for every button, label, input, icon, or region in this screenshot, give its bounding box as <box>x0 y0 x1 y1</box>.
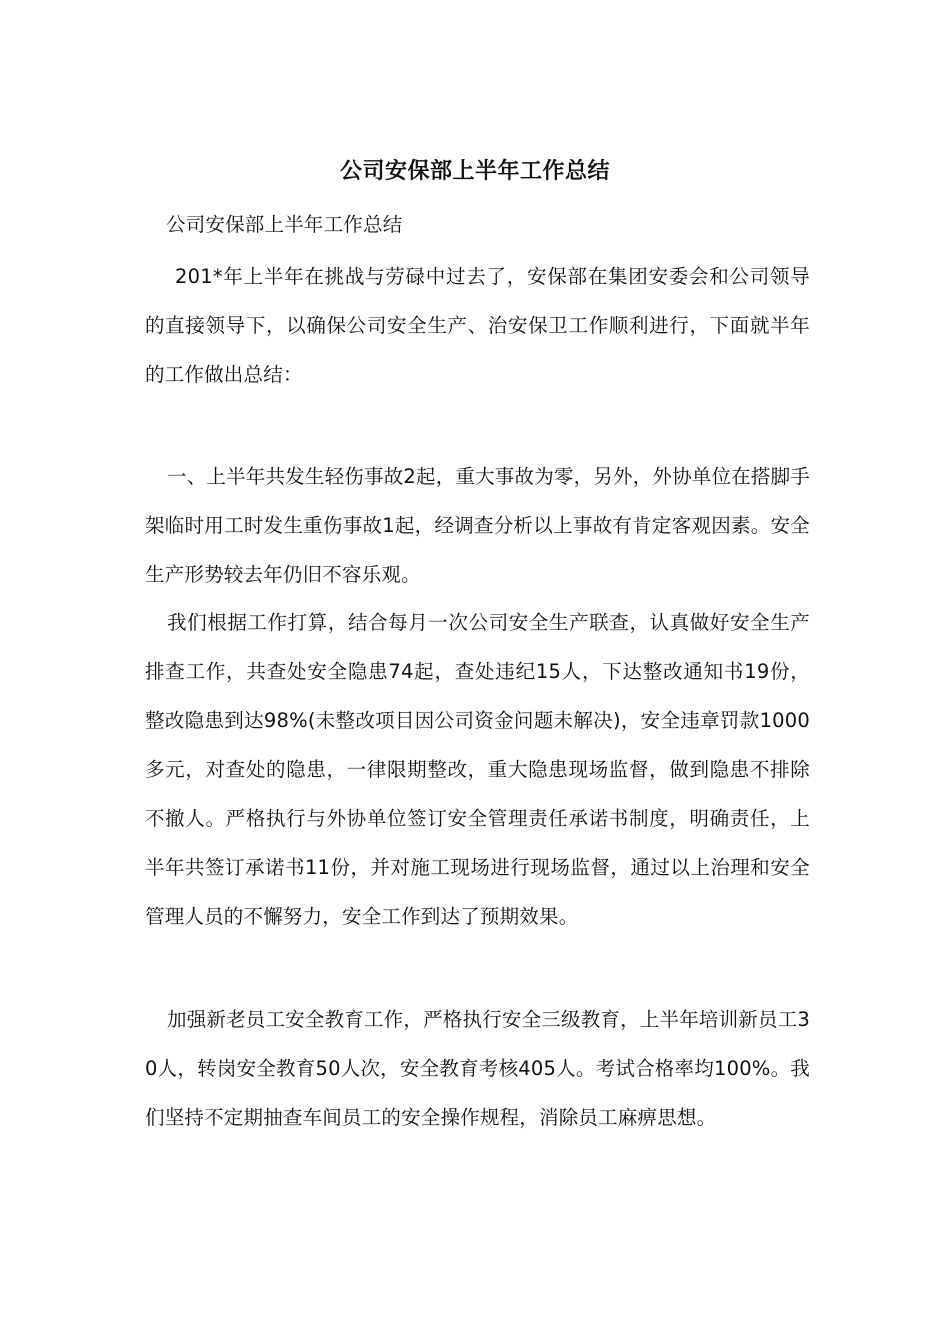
document-title: 公司安保部上半年工作总结 <box>339 159 610 184</box>
paragraph-accidents: 一、上半年共发生轻伤事故2起，重大事故为零，另外，外协单位在搭脚手架临时用工时发生重伤事故1起，经调查分析以上事故有肯定客观因素。安全生产形势较去年仍旧不容乐观。 <box>145 465 811 586</box>
paragraph-intro: 201*年上半年在挑战与劳碌中过去了，安保部在集团安委会和公司领导的直接领导下，以确保公司安全生产、治安保卫工作顺利进行，下面就半年的工作做出总结： <box>145 265 810 386</box>
paragraph-inspections: 我们根据工作打算，结合每月一次公司安全生产联查，认真做好安全生产排查工作，共查处安全隐患74起，查处违纪15人，下达整改通知书19份，整改隐患到达98%(未整改项目因公司资金问题未解决)，安全违章罚款1000多元，对查处的隐患，一律限期整改，重大隐患现场监督，做到隐患不排除不撤人。严格执行与外协单位签订安全管理责任承诺书制度，明确责任，上半年共签订承诺书11份，并对施工现场进行现场监督，通过以上治理和安全管理人员的不懈努力，安全工作到达了预期效果。 <box>145 611 810 928</box>
document-subtitle: 公司安保部上半年工作总结 <box>166 213 403 236</box>
paragraph-training: 加强新老员工安全教育工作，严格执行安全三级教育，上半年培训新员工30人，转岗安全教育50人次，安全教育考核405人。考试合格率均100%。我们坚持不定期抽查车间员工的安全操作规程，消除员工麻痹思想。 <box>145 1008 811 1129</box>
